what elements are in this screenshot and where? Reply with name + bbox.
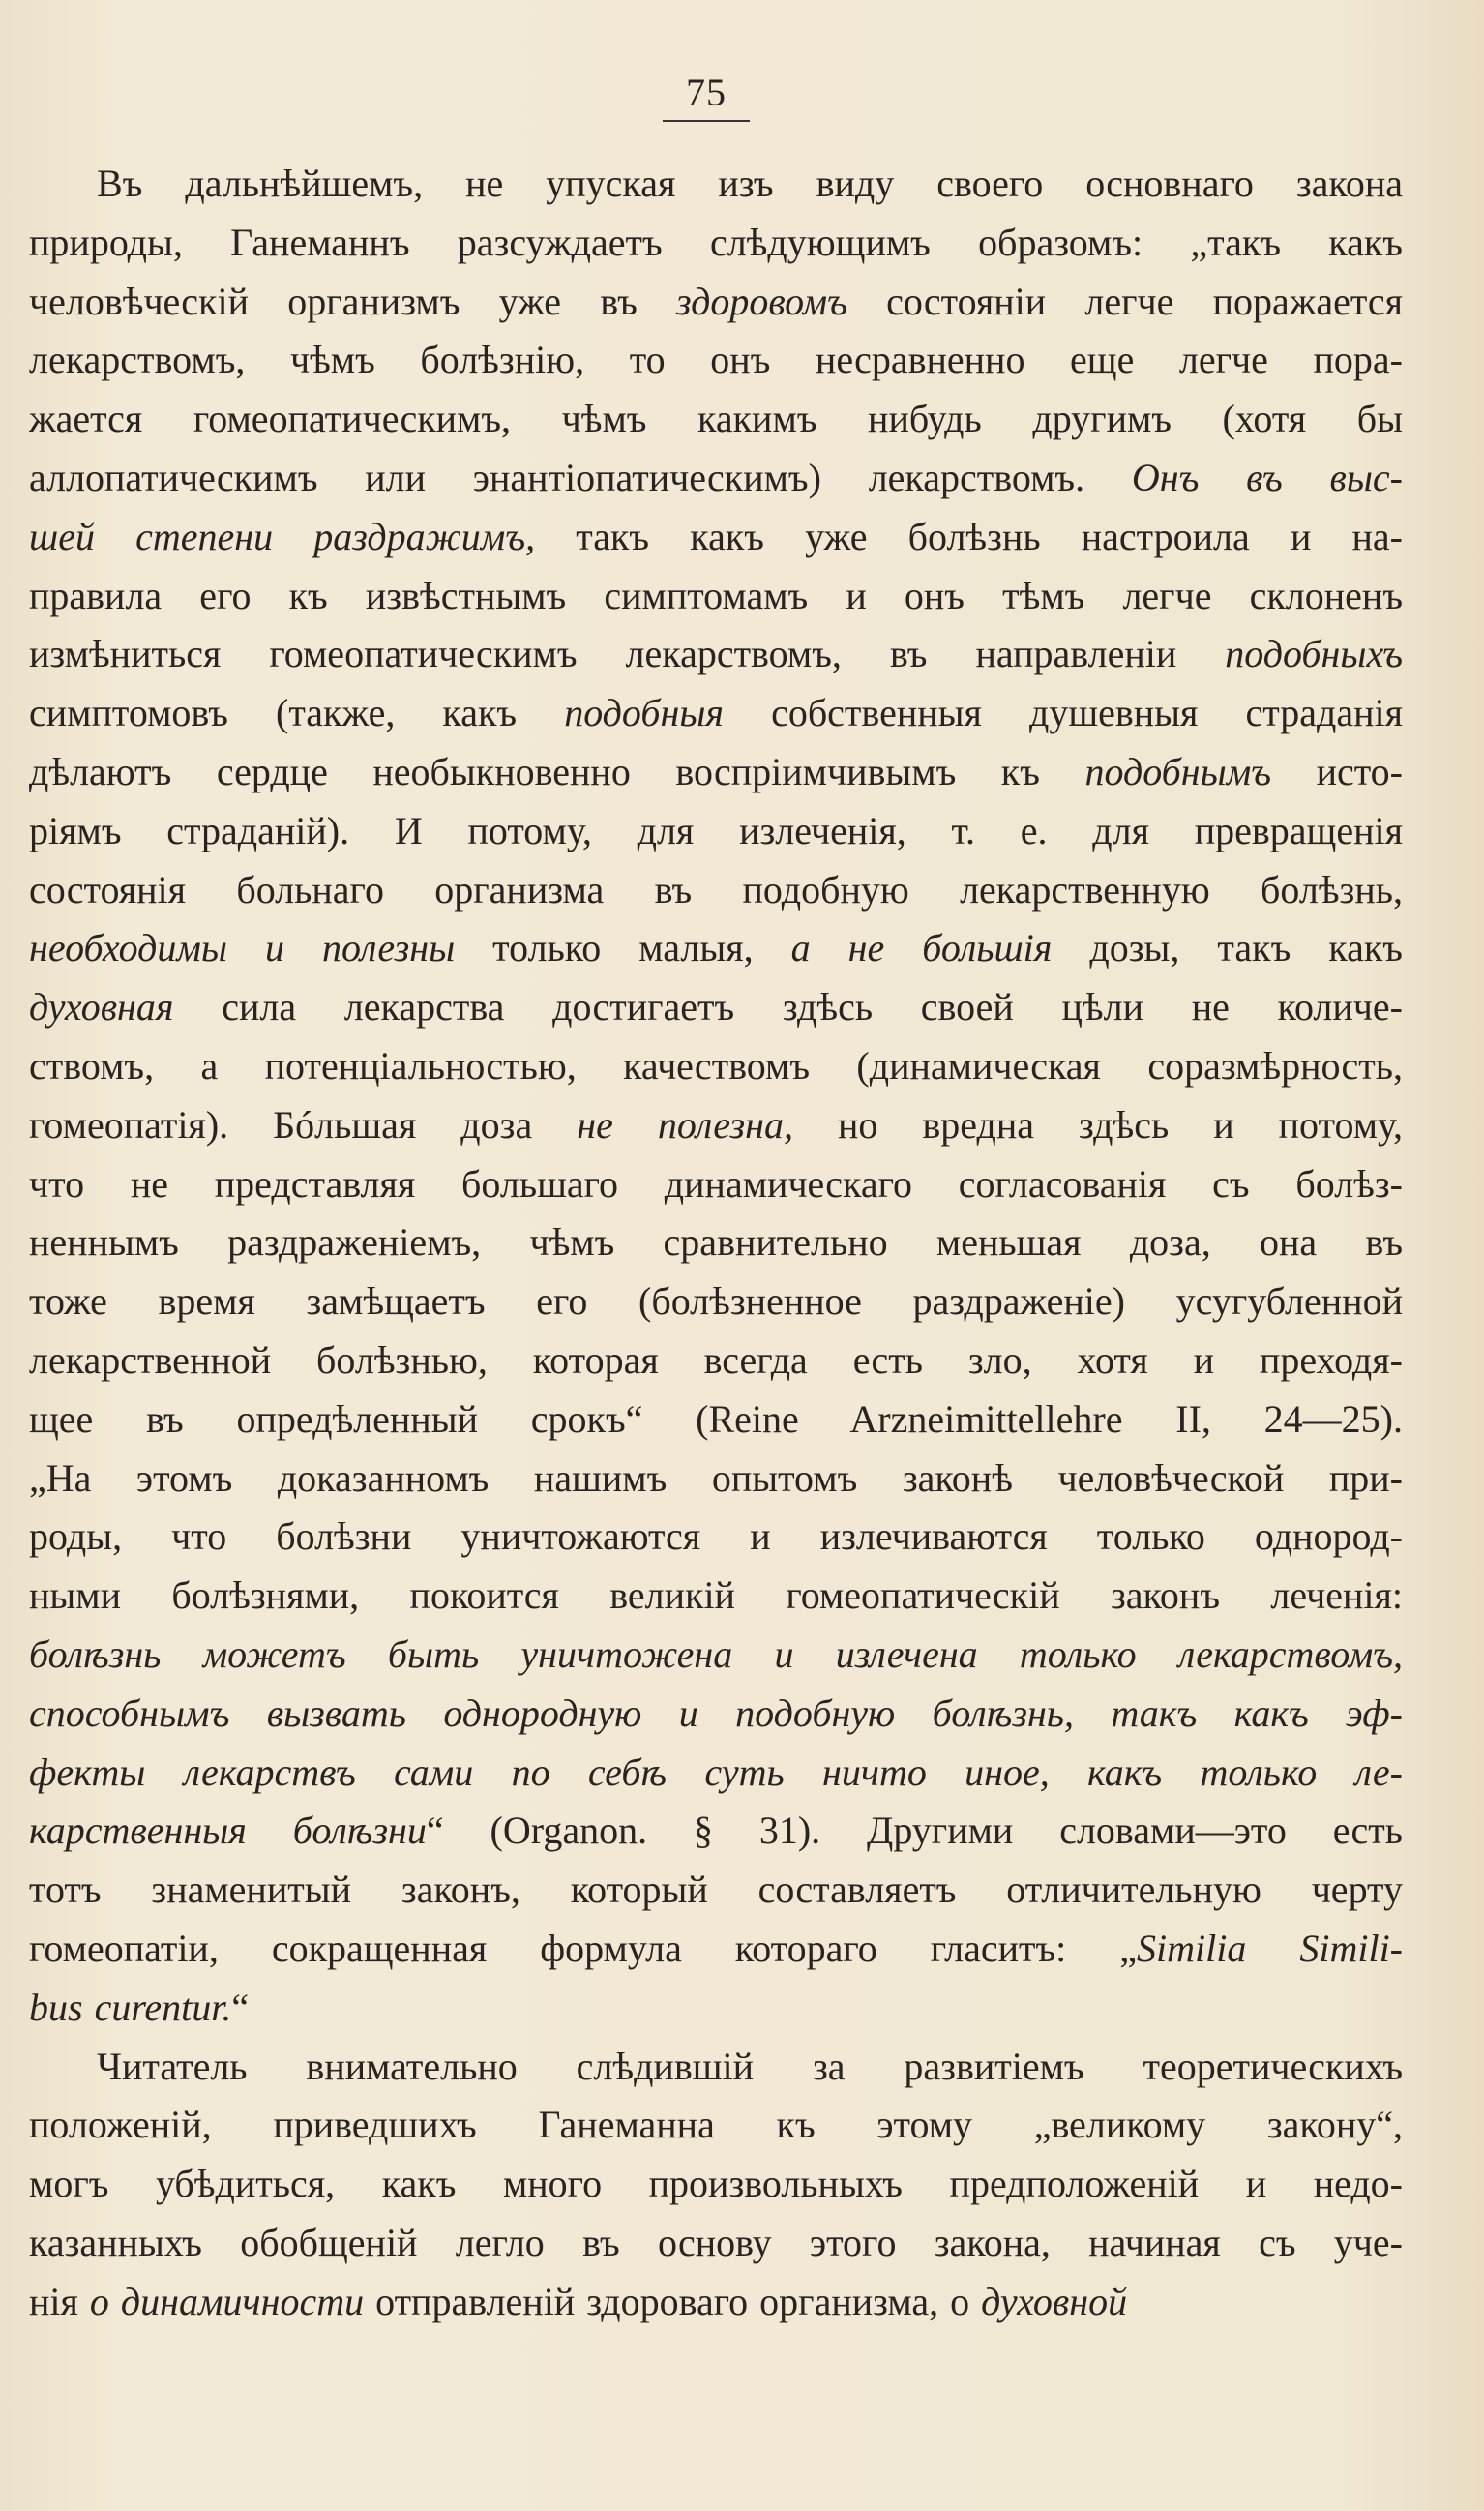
- text-span: “ (Organon. § 31). Другими словами—это есть: [426, 1809, 1403, 1853]
- text-line: [29, 1920, 1403, 1979]
- text-line: [29, 1331, 1403, 1390]
- italic-text-span: фекты лекарствъ сами по себѣ суть ничто иное, какъ только ле-: [29, 1749, 1403, 1794]
- italic-text-span: подобнымъ: [1084, 749, 1272, 793]
- text-span: неннымъ раздраженіемъ, чѣмъ сравнительно меньшая доза, она въ: [29, 1220, 1403, 1265]
- text-span: только малыя,: [455, 926, 791, 971]
- text-line: [29, 449, 1403, 508]
- text-span: роды, что болѣзни уничтожаются и излечиваются только однород-: [29, 1514, 1403, 1559]
- text-span: лекарствомъ, чѣмъ болѣзнію, то онъ несравненно еще легче пора-: [29, 338, 1403, 382]
- text-span: жается гомеопатическимъ, чѣмъ какимъ нибудь другимъ (хотя бы: [29, 397, 1403, 441]
- text-span: природы, Ганеманнъ разсуждаетъ слѣдующимъ образомъ: „такъ какъ: [29, 220, 1403, 264]
- text-span: такъ какъ уже болѣзнь настроила и на-: [535, 514, 1403, 558]
- text-span: человѣческій организмъ уже въ: [29, 279, 676, 323]
- text-line: [29, 1155, 1403, 1214]
- text-line: [29, 2214, 1403, 2273]
- text-line: [29, 1450, 1403, 1509]
- text-span: щее въ опредѣленный срокъ“ (Reine Arzneimittellehre II, 24—25).: [29, 1396, 1403, 1441]
- text-span: ными болѣзнями, покоится великій гомеопатическій законъ леченія:: [29, 1573, 1403, 1618]
- text-span: но вредна здѣсь и потому,: [792, 1102, 1403, 1147]
- text-span: казанныхъ обобщеній легло въ основу этого закона, начиная съ уче-: [29, 2220, 1403, 2264]
- text-line: [29, 1861, 1403, 1920]
- text-line: [29, 1979, 1403, 2038]
- italic-text-span: духовной: [981, 2279, 1128, 2323]
- text-line: [29, 1802, 1403, 1861]
- text-line: [29, 978, 1403, 1037]
- text-span: дѣлаютъ сердце необыкновенно воспріимчивымъ къ: [29, 749, 1085, 793]
- text-span: отправленій здороваго организма, о: [364, 2279, 982, 2323]
- italic-text-span: духовная: [29, 985, 174, 1030]
- text-span: Въ дальнѣйшемъ, не упуская изъ виду своего основнаго закона: [97, 162, 1403, 205]
- text-line: [29, 743, 1403, 802]
- text-line: [29, 567, 1403, 626]
- text-line: [29, 684, 1403, 743]
- italic-text-span: карственныя болѣзни: [29, 1809, 427, 1853]
- text-span: Читатель внимательно слѣдившій за развитіемъ теоретическихъ: [97, 2044, 1403, 2088]
- text-line: [29, 1213, 1403, 1272]
- italic-text-span: bus curentur.: [29, 1985, 232, 2029]
- text-line: [29, 1037, 1403, 1096]
- text-line: [29, 1272, 1403, 1331]
- italic-text-span: не полезна,: [577, 1102, 793, 1147]
- text-span: гомеопатіи, сокращенная формула котораго гласитъ: „: [29, 1926, 1138, 1970]
- text-span: нія: [29, 2279, 90, 2323]
- page-number: 75: [686, 71, 727, 114]
- italic-text-span: болѣзнь можетъ быть уничтожена и излечена только лекарствомъ,: [29, 1631, 1403, 1676]
- text-span: ствомъ, а потенціальностью, качествомъ (динамическая соразмѣрность,: [29, 1043, 1403, 1088]
- text-line: [29, 2273, 1403, 2332]
- text-span: „На этомъ доказанномъ нашимъ опытомъ законѣ человѣческой при-: [29, 1455, 1403, 1500]
- text-span: что не представляя большаго динамическаго согласованія съ болѣз-: [29, 1161, 1403, 1206]
- text-line: [29, 802, 1403, 861]
- text-span: состояніи легче поражается: [846, 279, 1403, 323]
- text-line: [29, 861, 1403, 920]
- text-span: могъ убѣдиться, какъ много произвольныхъ предположеній и недо-: [29, 2162, 1403, 2206]
- text-line: [29, 919, 1403, 978]
- italic-text-span: Similia Simili-: [1137, 1926, 1403, 1970]
- text-line: [29, 1508, 1403, 1567]
- italic-text-span: Онъ въ выс-: [1131, 455, 1403, 499]
- text-line: [29, 1390, 1403, 1450]
- text-span: ріямъ страданій). И потому, для излеченія, т. е. для превращенія: [29, 808, 1403, 852]
- text-line: [29, 2096, 1403, 2155]
- text-span: собственныя душевныя страданія: [724, 691, 1403, 735]
- text-span: положеній, приведшихъ Ганеманна къ этому „великому закону“,: [29, 2103, 1403, 2147]
- text-span: “: [231, 1985, 250, 2029]
- text-line: [29, 214, 1403, 273]
- text-line: [29, 155, 1403, 214]
- page-number-rule: [663, 120, 750, 122]
- text-line: [29, 1685, 1403, 1744]
- italic-text-span: подобныхъ: [1225, 632, 1403, 676]
- body-text: [29, 155, 1403, 2331]
- text-span: тотъ знаменитый законъ, который составляетъ отличительную черту: [29, 1868, 1403, 1912]
- text-span: симптомовъ (также, какъ: [29, 691, 565, 735]
- text-line: [29, 625, 1403, 684]
- text-line: [29, 331, 1403, 390]
- text-line: [29, 2038, 1403, 2097]
- text-line: [29, 1096, 1403, 1155]
- text-span: состоянія больнаго организма въ подобную лекарственную болѣзнь,: [29, 867, 1403, 912]
- text-span: аллопатическимъ или энантіопатическимъ) лекарствомъ.: [29, 455, 1132, 499]
- text-span: тоже время замѣщаетъ его (болѣзненное раздраженіе) усугубленной: [29, 1279, 1403, 1324]
- text-line: [29, 1567, 1403, 1626]
- italic-text-span: здоровомъ: [676, 279, 847, 323]
- text-span: измѣниться гомеопатическимъ лекарствомъ, въ направленіи: [29, 632, 1226, 676]
- text-line: [29, 1626, 1403, 1685]
- text-span: исто-: [1271, 749, 1403, 793]
- italic-text-span: шей степени раздражимъ,: [29, 514, 536, 558]
- text-line: [29, 273, 1403, 332]
- text-line: [29, 1744, 1403, 1803]
- text-line: [29, 390, 1403, 449]
- text-span: сила лекарства достигаетъ здѣсь своей цѣли не количе-: [173, 985, 1403, 1030]
- text-span: дозы, такъ какъ: [1052, 926, 1403, 971]
- text-line: [29, 508, 1403, 567]
- italic-text-span: о динамичности: [89, 2279, 365, 2323]
- text-span: лекарственной болѣзнью, которая всегда есть зло, хотя и преходя-: [29, 1337, 1403, 1382]
- text-line: [29, 2155, 1403, 2214]
- italic-text-span: подобныя: [564, 691, 725, 735]
- text-span: правила его къ извѣстнымъ симптомамъ и онъ тѣмъ легче склоненъ: [29, 573, 1403, 617]
- text-span: гомеопатія). Бóльшая доза: [29, 1102, 578, 1147]
- italic-text-span: необходимы и полезны: [29, 926, 456, 971]
- italic-text-span: способнымъ вызвать однородную и подобную болѣзнь, такъ какъ эф-: [29, 1690, 1403, 1735]
- italic-text-span: а не большія: [790, 926, 1053, 971]
